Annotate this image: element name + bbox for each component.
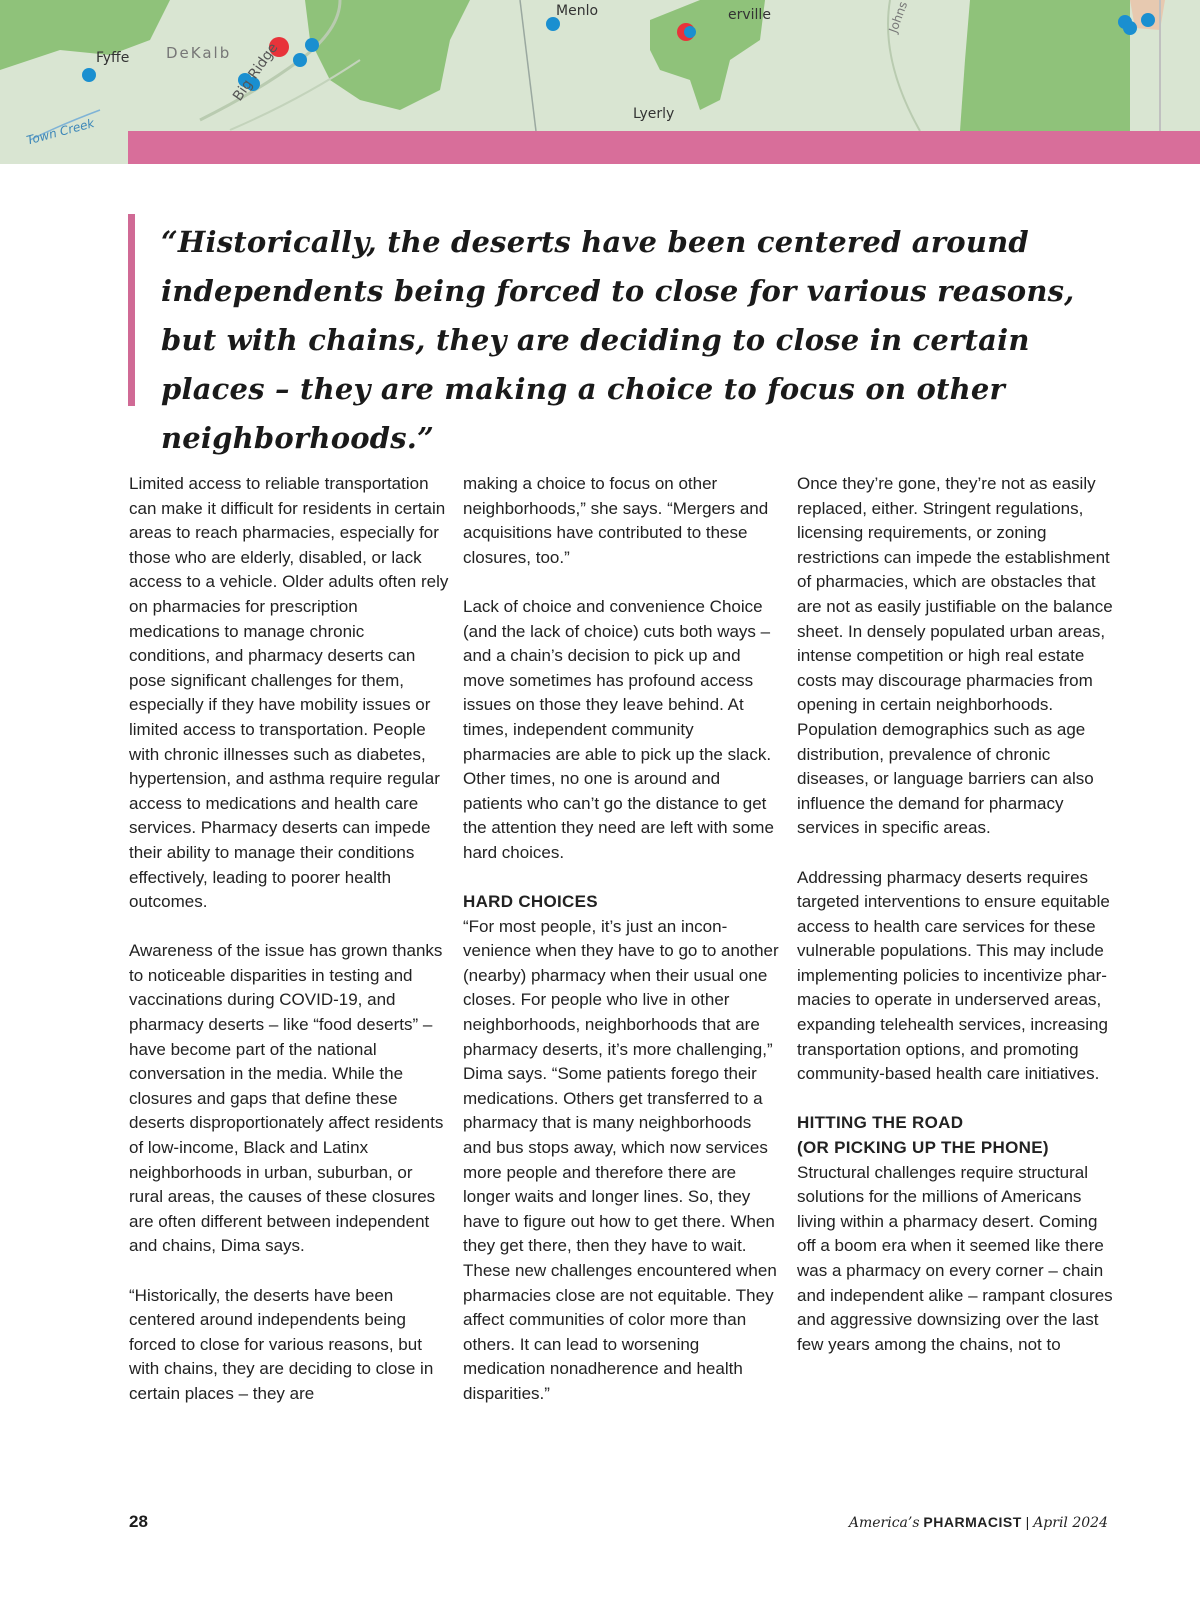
pharmacy-pin <box>305 38 319 52</box>
county-shape <box>960 0 1130 131</box>
paragraph: Addressing pharmacy deserts requires targeted interventions to ensure equitable access to health care services for these vulnerable populations. This may include implementing policies to incentivize pharmacies to operate in underserved areas, expanding telehealth services, increasing transportation options, and promoting community-based health care initiatives. <box>797 867 1110 1084</box>
paragraph: Structural challenges require structural solutions for the millions of Americans living within a pharmacy desert. Coming off a boom era when it seemed like there was a pharmacy on every corner – chain and independent alike – rampant closures and aggressive downsizing over the last few years among the chains, not to <box>797 1162 1113 1354</box>
pull-quote <box>128 214 1095 455</box>
paragraph: “For most people, it’s just an inconvenience when they have to go to another (nearby) pharmacy when their usual one closes. For people who live in other neighborhoods, neighborhoods that are pharmacy deserts, it’s more challenging,” Dima says. “Some patients forego their medications. Others get transferred to a pharmacy that is many neighborhoods and bus stops away, which now services more people and therefore there are longer waits and longer lines. So, they have to figure out how to get there. When they get there, then they have to wait. These new challenges encountered when pharmacies close are not equitable. They affect communities of color more than others. It can lead to worsening medication nonadherence and health disparities.” <box>463 916 779 1403</box>
masthead-brand: PHARMACIST <box>923 1514 1022 1530</box>
pharmacy-pin <box>546 17 560 31</box>
pharmacy-pin <box>684 26 696 38</box>
map-label-town-creek: Town Creek <box>25 116 96 148</box>
section-heading: (OR PICKING UP THE PHONE) <box>797 1138 1049 1158</box>
paragraph: Awareness of the issue has grown thanks to noticeable disparities in testing and vaccinations during COVID-19, and pharmacy deserts – like “food deserts” – have become part of the national conversation in the media. While the closures and gaps that define these deserts disproportionately affect residents of low-income, Black and Latinx neighborhoods in urban, suburban, or rural areas, the causes of these closures are often different between independent and chains, Dima says. <box>129 941 444 1256</box>
masthead-separator: | <box>1025 1514 1030 1530</box>
pharmacy-pin <box>293 53 307 67</box>
paragraph: Once they’re gone, they’re not as easily replaced, either. Stringent regulations, licensing requirements, or zoning restrictions can impede the establishment of pharmacies, which are obstacles that are not as easily justifiable on the balance sheet. In densely populated urban areas, intense competition or high real estate costs may discourage pharmacies from opening in certain neighborhoods. Population demographics such as age distribution, prevalence of chronic diseases, or language barriers can also influence the demand for pharmacy services in specific areas. <box>797 474 1113 838</box>
paragraph: “Historically, the deserts have been centered around independents being forced to close for various reasons, but with chains, they are deciding to close in certain places – they are <box>129 1285 434 1403</box>
paragraph: making a choice to focus on other neighborhoods,” she says. “Mergers and acquisitions have contributed to these closures, too.” <box>463 474 769 567</box>
map-label-lyerly: Lyerly <box>633 106 675 122</box>
map-label-big-ridge: Big Ridge <box>230 40 282 105</box>
issue-date: April 2024 <box>1033 1515 1108 1531</box>
map-label-summerville: erville <box>728 7 771 23</box>
map-label-johns: Johns <box>886 0 911 35</box>
pharmacy-pin <box>1141 13 1155 27</box>
section-heading: HARD CHOICES <box>463 892 598 912</box>
article-column-2 <box>463 472 783 1431</box>
map-image <box>0 0 1200 164</box>
page-number: 28 <box>129 1512 148 1531</box>
paragraph: Limited access to reliable transportation can make it difficult for residents in certain areas to reach pharmacies, especially for those who are elderly, disabled, or lack access to a vehicle. Older adults often rely on pharmacies for prescription medications to manage chronic conditions, and pharmacy deserts can pose significant challenges for them, especially if they have mobility issues or limited access to transportation. People with chronic illnesses such as diabetes, hypertension, and asthma require regular access to medications and health care services. Pharmacy deserts can impede their ability to manage their conditions effectively, leading to poorer health outcomes. <box>129 474 449 912</box>
paragraph: Lack of choice and convenience Choice (and the lack of choice) cuts both ways – and a chain’s decision to pick up and move sometimes has profound access issues on those they leave behind. At times, independent community pharmacies are able to pick up the slack. Other times, no one is around and patients who can’t go the distance to get the attention they need are left with some hard choices. <box>463 596 774 862</box>
section-heading: HITTING THE ROAD <box>797 1113 964 1133</box>
masthead-prefix: America’s <box>848 1515 920 1531</box>
article-column-1 <box>129 472 449 1431</box>
footer-masthead <box>849 1514 1108 1531</box>
map-label-dekalb: DeKalb <box>166 44 232 62</box>
pharmacy-pin <box>82 68 96 82</box>
map-label-fyffe: Fyffe <box>96 50 130 66</box>
pharmacy-pin <box>1123 21 1137 35</box>
map-label-menlo: Menlo <box>556 3 599 19</box>
accent-bar <box>128 131 1200 164</box>
article-column-3 <box>797 472 1117 1382</box>
pull-quote-text: “Historically, the deserts have been centered around independents being forced to close for various reasons, but with chains, they are deciding to close in certain places – they are making a choice to focus on other neighborhoods.” <box>161 225 1075 455</box>
